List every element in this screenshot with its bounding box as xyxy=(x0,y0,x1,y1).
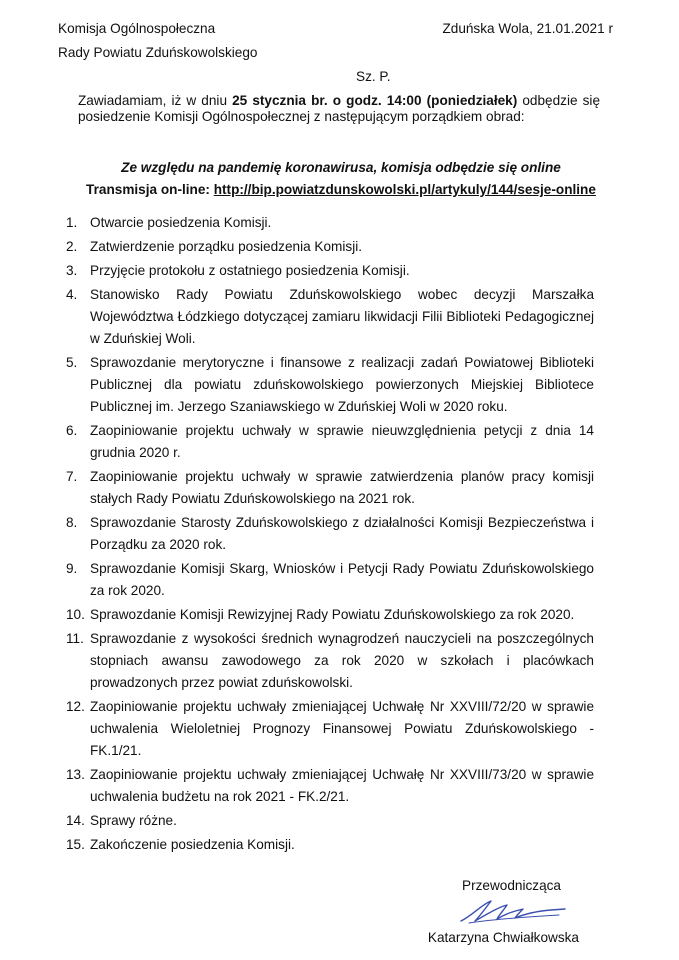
agenda-item-text: Przyjęcie protokołu z ostatniego posiedzenia Komisji. xyxy=(90,263,410,278)
agenda-item xyxy=(66,628,594,694)
signatory-title: Przewodnicząca xyxy=(462,878,561,893)
agenda-item-number: 15. xyxy=(66,837,85,852)
agenda-item-text: Zaopiniowanie projektu uchwały w sprawie zatwierdzenia planów pracy komisji stałych Rady Powiatu Zduńskowolskiego na 2021 rok. xyxy=(90,469,594,506)
agenda-list xyxy=(66,212,594,858)
agenda-item-text: Zaopiniowanie projektu uchwały w sprawie nieuwzględnienia petycji z dnia 14 grudnia 2020 r. xyxy=(90,423,594,460)
agenda-item-text: Zakończenie posiedzenia Komisji. xyxy=(90,837,295,852)
agenda-item-number: 11. xyxy=(66,631,84,646)
agenda-item-number: 10. xyxy=(66,607,85,622)
agenda-item-number: 3. xyxy=(66,263,78,278)
organization-council: Rady Powiatu Zduńskowolskiego xyxy=(58,45,258,60)
agenda-item-number: 13. xyxy=(66,767,85,782)
agenda-item-number: 7. xyxy=(66,469,78,484)
salutation: Sz. P. xyxy=(356,69,391,84)
agenda-item-text: Stanowisko Rady Powiatu Zduńskowolskiego wobec decyzji Marszałka Województwa Łódzkiego dotyczącej zamiaru likwidacji Filii Biblioteki Pedagogicznej w Zduńskiej Woli. xyxy=(90,287,594,346)
agenda-item-text: Zatwierdzenie porządku posiedzenia Komisji. xyxy=(90,239,363,254)
agenda-item-text: Zaopiniowanie projektu uchwały zmieniającej Uchwałę Nr XXVIII/72/20 w sprawie uchwalenia Wieloletniej Prognozy Finansowej Powiatu Zduńskowolskiego - FK.1/21. xyxy=(90,699,594,758)
transmission-link[interactable]: http://bip.powiatzdunskowolski.pl/artykuly/144/sesje-online xyxy=(213,182,596,197)
agenda-item-text: Sprawozdanie Starosty Zduńskowolskiego z działalności Komisji Bezpieczeństwa i Porządku za 2020 rok. xyxy=(90,515,594,552)
agenda-item-text: Sprawozdanie Komisji Rewizyjnej Rady Powiatu Zduńskowolskiego za rok 2020. xyxy=(90,607,575,622)
agenda-item-text: Zaopiniowanie projektu uchwały zmieniającej Uchwałę Nr XXVIII/73/20 w sprawie uchwalenia budżetu na rok 2021 - FK.2/21. xyxy=(90,767,594,804)
agenda-item-number: 2. xyxy=(66,239,78,254)
agenda-item xyxy=(66,834,594,856)
agenda-item xyxy=(66,352,594,418)
transmission-line xyxy=(60,182,622,197)
agenda-item xyxy=(66,260,594,282)
agenda-item xyxy=(66,604,594,626)
agenda-item-number: 12. xyxy=(66,699,85,714)
agenda-item-text: Sprawozdanie merytoryczne i finansowe z realizacji zadań Powiatowej Biblioteki Publicznej dla powiatu zduńskowolskiego powierzonych Miejskiej Bibliotece Publicznej im. Jerzego Szaniawskiego w Zduńskiej Woli w 2020 roku. xyxy=(90,355,594,414)
agenda-item xyxy=(66,512,594,556)
signatory-name: Katarzyna Chwiałkowska xyxy=(427,930,579,945)
transmission-label: Transmisja on-line: xyxy=(86,182,214,197)
agenda-item xyxy=(66,466,594,510)
place-date: Zduńska Wola, 21.01.2021 r xyxy=(442,21,613,36)
agenda-item-text: Otwarcie posiedzenia Komisji. xyxy=(90,215,272,230)
agenda-item-number: 8. xyxy=(66,515,78,530)
agenda-item xyxy=(66,558,594,602)
agenda-item xyxy=(66,420,594,464)
agenda-item xyxy=(66,696,594,762)
agenda-item-number: 4. xyxy=(66,287,78,302)
agenda-item xyxy=(66,212,594,234)
agenda-item-number: 5. xyxy=(66,355,78,370)
agenda-item xyxy=(66,284,594,350)
agenda-item-text: Sprawozdanie Komisji Skarg, Wniosków i Petycji Rady Powiatu Zduńskowolskiego za rok 2020. xyxy=(90,561,594,598)
agenda-item xyxy=(66,764,594,808)
agenda-item xyxy=(66,236,594,258)
agenda-item-text: Sprawozdanie z wysokości średnich wynagrodzeń nauczycieli na poszczególnych stopniach awansu zawodowego za rok 2020 w szkołach i placówkach prowadzonych przez powiat zduńskowolski. xyxy=(90,631,594,690)
meeting-date: 25 stycznia br. o godz. 14:00 (poniedziałek) xyxy=(232,93,518,108)
agenda-item-number: 9. xyxy=(66,561,78,576)
agenda-item xyxy=(66,810,594,832)
organization-name: Komisja Ogólnospołeczna xyxy=(58,21,216,36)
handwritten-signature xyxy=(455,893,575,927)
intro-paragraph xyxy=(78,93,600,125)
agenda-item-number: 1. xyxy=(66,215,78,230)
intro-text-start: Zawiadamiam, iż w dniu xyxy=(78,93,233,108)
agenda-item-text: Sprawy różne. xyxy=(90,813,177,828)
agenda-item-number: 6. xyxy=(66,423,78,438)
agenda-item-number: 14. xyxy=(66,813,85,828)
intro-text-end: odbędzie się posiedzenie Komisji Ogólnospołecznej z następującym porządkiem obrad: xyxy=(78,93,601,124)
online-notice: Ze względu na pandemię koronawirusa, komisja odbędzie się online xyxy=(121,160,561,175)
